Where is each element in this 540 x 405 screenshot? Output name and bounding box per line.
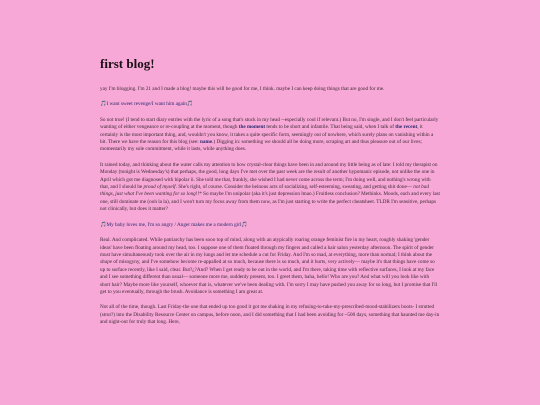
post-title: first blog!	[100, 56, 155, 71]
paragraph-4: Real. And complicated. While patriarchy has been sooo top of mind, along with an atypically roaring orange feminist fire in my heart, roughly shaking 'gender ideas' have been floating around my head, too. I suppose one of them floated through my fingers and called a hair salon yesterday afternoon. The spirit of gender must have simultaneously took over the air in my lungs and let me schedule a cut for Friday. And I'm so mad, at everything, more than normal; I think about the shape of misogyny, and I've somehow become re-appalled at so much, because there is so much, and it hurts, very actively— maybe it's that things have come so up to surface recently, like I said, clear. But?¿?And? When I get ready to be out in the world, and I'm there, taking time with reflective surfaces, I look at my face and I see something different than usual— someone more me, suddenly present, too. I greet them, haha, hello! Who are you? And what will you look like with short hair? Maybe more like yourself, whoever that is, whatever we've been dealing with. I'm sorry I may have pushed you away for so long, but I promise that I'll get to you eventually, through the brush. Avoidance is something I am great at.	[100, 237, 438, 295]
paragraph-5: Not all of the time, though. Last Friday-the one that ended up too good it got me shaking in my refusing-to-take-my-prescribed-mood-stabilizers boots- I strutted (strut?) into the Disability Resource Center on campus, before noon, and I did something that I had been avoiding for ~500 days, something that haunted me day-in and night-out for truly that long. Here,	[100, 304, 440, 326]
song-lyric-1: 🎵I want sweet revenge/I want him again🎵	[100, 101, 194, 108]
name-link[interactable]: name	[200, 139, 213, 146]
blog-post	[100, 56, 440, 335]
paragraph-2: So not true! (I tend to start diary entries with the lyric of a song that's stuck in my head --especially cool if relevant.) But no, I'm single, and I don't feel particularly wanting of either vengeance or re-coupling at the moment, though the moment tends to be short and infantile. That being said, when I talk of the recent, it certainly is the most important thing, and, wouldn't you know, it takes a quite specific form, seemingly out of nowhere, which surely plans on vanishing within a bit. There we have the reason for this blog (see: name.) Digging in: something we should all be doing more, scraping art and thus pleasure out of our lives; momentarily my sole commitment, while it lasts, while anything does.	[100, 116, 439, 153]
paragraph-intro: yay I'm blogging. I'm 21 and I made a blog! maybe this will be good for me, I think. maybe I can keep doing things that are good for me.	[100, 86, 385, 92]
the-recent-link[interactable]: the recent	[395, 124, 418, 131]
paragraph-3: It rained today, and thinking about the water calls my attention to how crystal-clear things have been in and around my little being as of late: I told my therapist on Monday (tonight is Wednesday's) that perhaps, the good, long days I've met over the past week are the result of another hypomanic episode, not unlike the one in April which got me diagnosed with bipolar ii. She told me that, frankly, she wished I had never come across the term; I'm doing well, and nothing's wrong with that, and I should be proud of myself. She's right, of course. Consider the heinous acts of socializing, self-esteeming, sweating, and getting shit done— not bad things, just what I've been wanting for so long!!* So maybe I'm unipolar (aka it's just depression lmao.) Fruitless conclusion? Methinks. Moods, each and every last one, still dominate me (ooh la la), and I won't turn my focus away from them now, as I'm just starting to write the perfect cheatsheet. TLDR I'm sensitive, perhaps not clinically, but does it matter?	[100, 161, 440, 213]
the-moment-link[interactable]: the moment	[238, 124, 266, 131]
song-lyric-2: 🎵My baby loves me, I'm so angry / Anger makes me a modern girl🎵	[100, 221, 248, 228]
